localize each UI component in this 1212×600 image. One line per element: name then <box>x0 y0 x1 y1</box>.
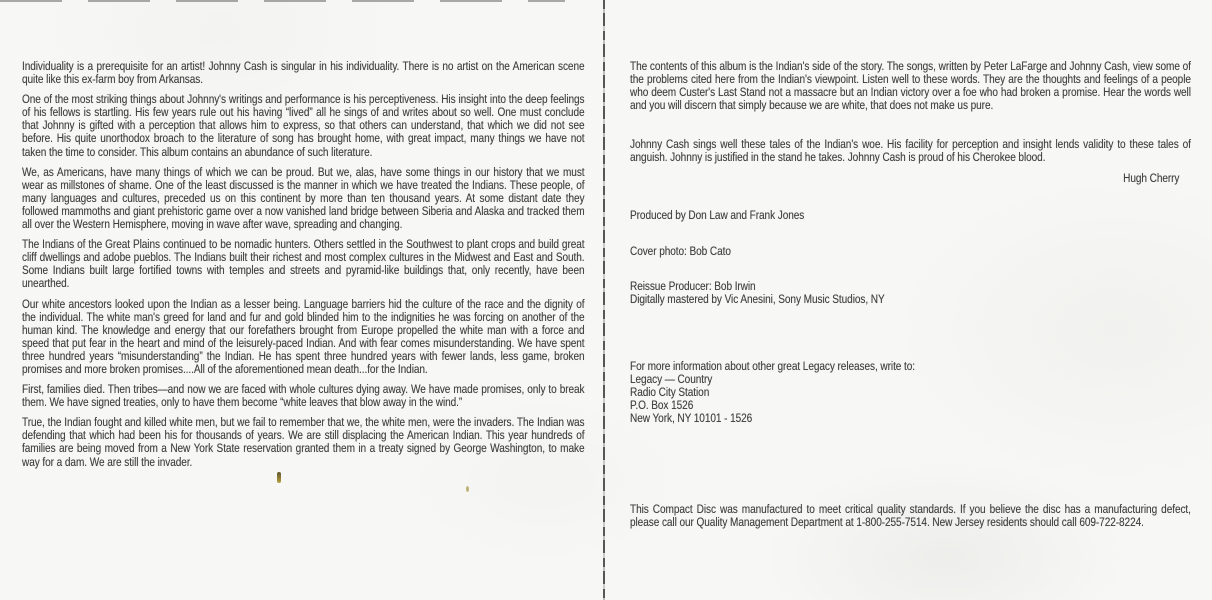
legacy-address-line: Legacy — Country <box>630 372 713 387</box>
legacy-address-line: Radio City Station <box>630 385 710 400</box>
liner-notes-paragraph: The contents of this album is the Indian's side of the story. The songs, written by Peter LaFarge and Johnny Cash, view some of the problems cited here from the Indian's viewpoint. Listen well to these words. They are the thoughts and feelings of a people who deem Custer's Last Stand not a massacre but an Indian victory over a foe who had broken a promise. Hear the words well and you will discern that simply because we are white, that does not make us pure. <box>630 59 1191 113</box>
legacy-address-line: P.O. Box 1526 <box>630 398 694 413</box>
liner-notes-paragraph: The Indians of the Great Plains continued to be nomadic hunters. Others settled in the Southwest to plant crops and build great cliff dwellings and adobe pueblos. The Indians built their richest and most complex cultures in the Midwest and East and South. Some Indians built large fortified towns with temples and streets and pyramid-like buildings that, only recently, have been unearthed. <box>22 237 585 291</box>
legacy-contact-block <box>630 360 1191 425</box>
page-fold <box>603 0 605 600</box>
liner-notes-paragraph: Individuality is a prerequisite for an artist! Johnny Cash is singular in his individuality. There is no artist on the American scene quite like this ex-farm boy from Arkansas. <box>22 59 585 87</box>
credit-produced-by: Produced by Don Law and Frank Jones <box>630 208 805 222</box>
byline: Hugh Cherry <box>1123 171 1180 185</box>
liner-notes-paragraph: True, the Indian fought and killed white men, but we fail to remember that we, the white men, were the invaders. The Indian was defending that which had been his for thousands of years. We are still displacing the American Indian. This year hundreds of families are being moved from a New York State reservation granted them in a treaty signed by George Washington, to make way for a dam. We are still the invader. <box>22 415 585 469</box>
legacy-contact-intro: For more information about other great Legacy releases, write to: <box>630 359 916 373</box>
left-page <box>22 60 585 476</box>
liner-notes-paragraph: One of the most striking things about Johnny's writings and performance is his perceptiveness. His insight into the deep feelings of his fellows is startling. His few years rule out his having “lived” all he sings of and writes about so well. One must conclude that Johnny is gifted with a perception that allows him to express, so that others can understand, that which we did not see before. His quite unorthodox broach to the literature of song has brought home, with great impact, many things we have not taken the time to consider. This album contains an abundance of such literature. <box>22 92 585 159</box>
credit-reissue-producer: Reissue Producer: Bob Irwin <box>630 279 756 293</box>
liner-notes-paragraph: Johnny Cash sings well these tales of the Indian's woe. His facility for perception and insight lends validity to these tales of anguish. Johnny is justified in the stand he takes. Johnny Cash is proud of his Cherokee blood. <box>630 137 1191 165</box>
scan-speck-artifact <box>277 472 281 483</box>
scan-speck-artifact <box>466 486 469 492</box>
quality-disclaimer: This Compact Disc was manufactured to meet critical quality standards. If you believe the disc has a manufacturing defect, please call our Quality Management Department at 1-800-255-7514. New Jersey residents should call 609-722-8224. <box>630 502 1191 530</box>
credit-mastering: Digitally mastered by Vic Anesini, Sony Music Studios, NY <box>630 292 885 307</box>
right-page <box>630 60 1191 600</box>
credit-reissue-block <box>630 280 1191 306</box>
liner-notes-paragraph: We, as Americans, have many things of which we can be proud. But we, alas, have some things in our history that we must wear as millstones of shame. One of the least discussed is the manner in which we have treated the Indians. These people, of many languages and cultures, preceded us on this continent by more than ten thousand years. At some distant date they followed mammoths and giant prehistoric game over a now vanished land bridge between Siberia and Alaska and tracked them all over the Western Hemisphere, moving in wave after wave, spreading and changing. <box>22 164 585 232</box>
credit-cover-photo: Cover photo: Bob Cato <box>630 244 731 258</box>
liner-notes-paragraph: First, families died. Then tribes—and now we are faced with whole cultures dying away. We have made promises, only to break them. We have signed treaties, only to have them become “white leaves that blow away in the wind.” <box>22 382 585 410</box>
scan-edge-artifact <box>0 0 565 2</box>
legacy-address-line: New York, NY 10101 - 1526 <box>630 411 753 426</box>
liner-notes-paragraph: Our white ancestors looked upon the Indian as a lesser being. Language barriers hid the culture of the race and the dignity of the individual. The white man's greed for land and fur and gold blinded him to the indignities he was forcing on another of the human kind. The knowledge and energy that our forefathers brought from Europe propelled the white man with a force and speed that put fear in the heart and mind of the leisurely-paced Indian. And with fear comes misunderstanding. We have spent three hundred years “misunderstanding” the Indian. He has spent three hundred years with fewer lands, less game, broken promises and more broken promises....All of the aforementioned mean death...for the Indian. <box>22 296 585 376</box>
